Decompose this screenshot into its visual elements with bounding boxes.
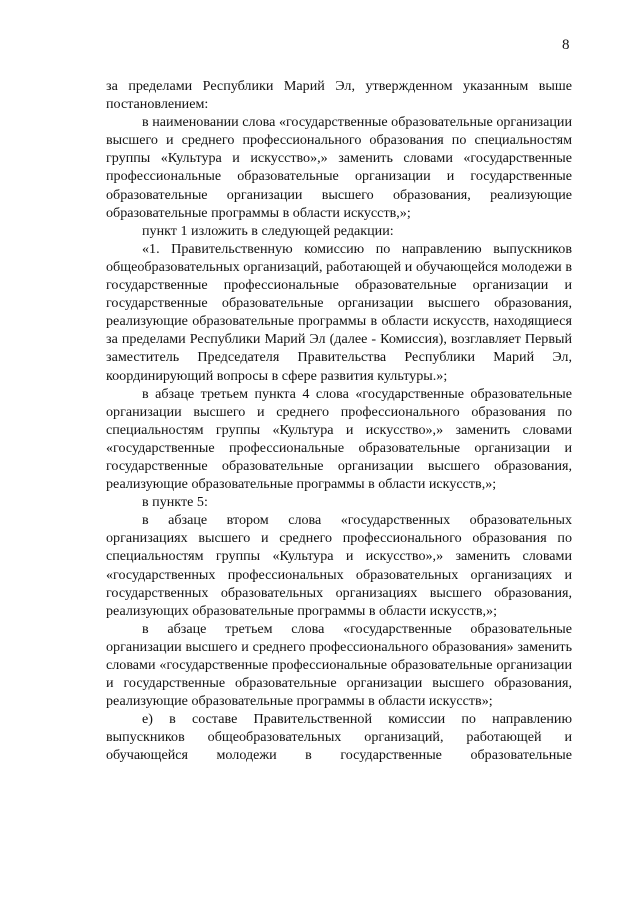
paragraph-point-1-text: «1. Правительственную комиссию по направлению выпускников общеобразовательных организаций, работающей и обучающейся молодежи в государственные профессиональные образовательные организации и государственные образовательные организации высшего образования, реализующие образовательные программы в области искусств, находящиеся за пределами Республики Марий Эл (далее - Комиссия), возглавляет Первый заместитель Председателя Правительства Республики Марий Эл, координирующий вопросы в сфере развития культуры.»;	[106, 240, 572, 384]
paragraph-point-5-second: в абзаце втором слова «государственных образовательных организациях высшего и среднего профессионального образования по специальностям группы «Культура и искусство»,» заменить словами «государственных профессиональных образовательных организациях и государственных образовательных организациях высшего образования, реализующих образовательные программы в области искусств,»;	[106, 512, 572, 619]
paragraph-point-5-third: в абзаце третьем слова «государственные образовательные организации высшего и среднего профессионального образования» заменить словами «государственные профессиональные образовательные организации и государственные образовательные организации высшего образования, реализующие образовательные программы в области искусств»;	[106, 620, 572, 710]
document-body	[106, 77, 572, 765]
paragraph-item-e: е) в составе Правительственной комиссии по направлению выпускников общеобразовательных организаций, работающей и обучающейся молодежи в государственные образовательные	[106, 711, 572, 764]
paragraph-title-amendment: в наименовании слова «государственные образовательные организации высшего и среднего профессионального образования по специальностям группы «Культура и искусство»,» заменить словами «государственные профессиональные образовательные организации и государственные образовательные организации высшего образования, реализующие образовательные программы в области искусств,»;	[106, 114, 572, 221]
page-number: 8	[562, 37, 570, 53]
paragraph-point-1-intro: пункт 1 изложить в следующей редакции:	[142, 222, 394, 239]
paragraph-point-5-intro: в пункте 5:	[142, 494, 208, 511]
paragraph-point-4-amendment: в абзаце третьем пункта 4 слова «государственные образовательные организации высшего и среднего профессионального образования по специальностям группы «Культура и искусство»,» заменить словами «государственные профессиональные образовательные организации и государственные образовательные организации высшего образования, реализующие образовательные программы в области искусств,»;	[106, 385, 572, 493]
paragraph-continuation: за пределами Республики Марий Эл, утвержденном указанным выше постановлением:	[106, 78, 572, 113]
